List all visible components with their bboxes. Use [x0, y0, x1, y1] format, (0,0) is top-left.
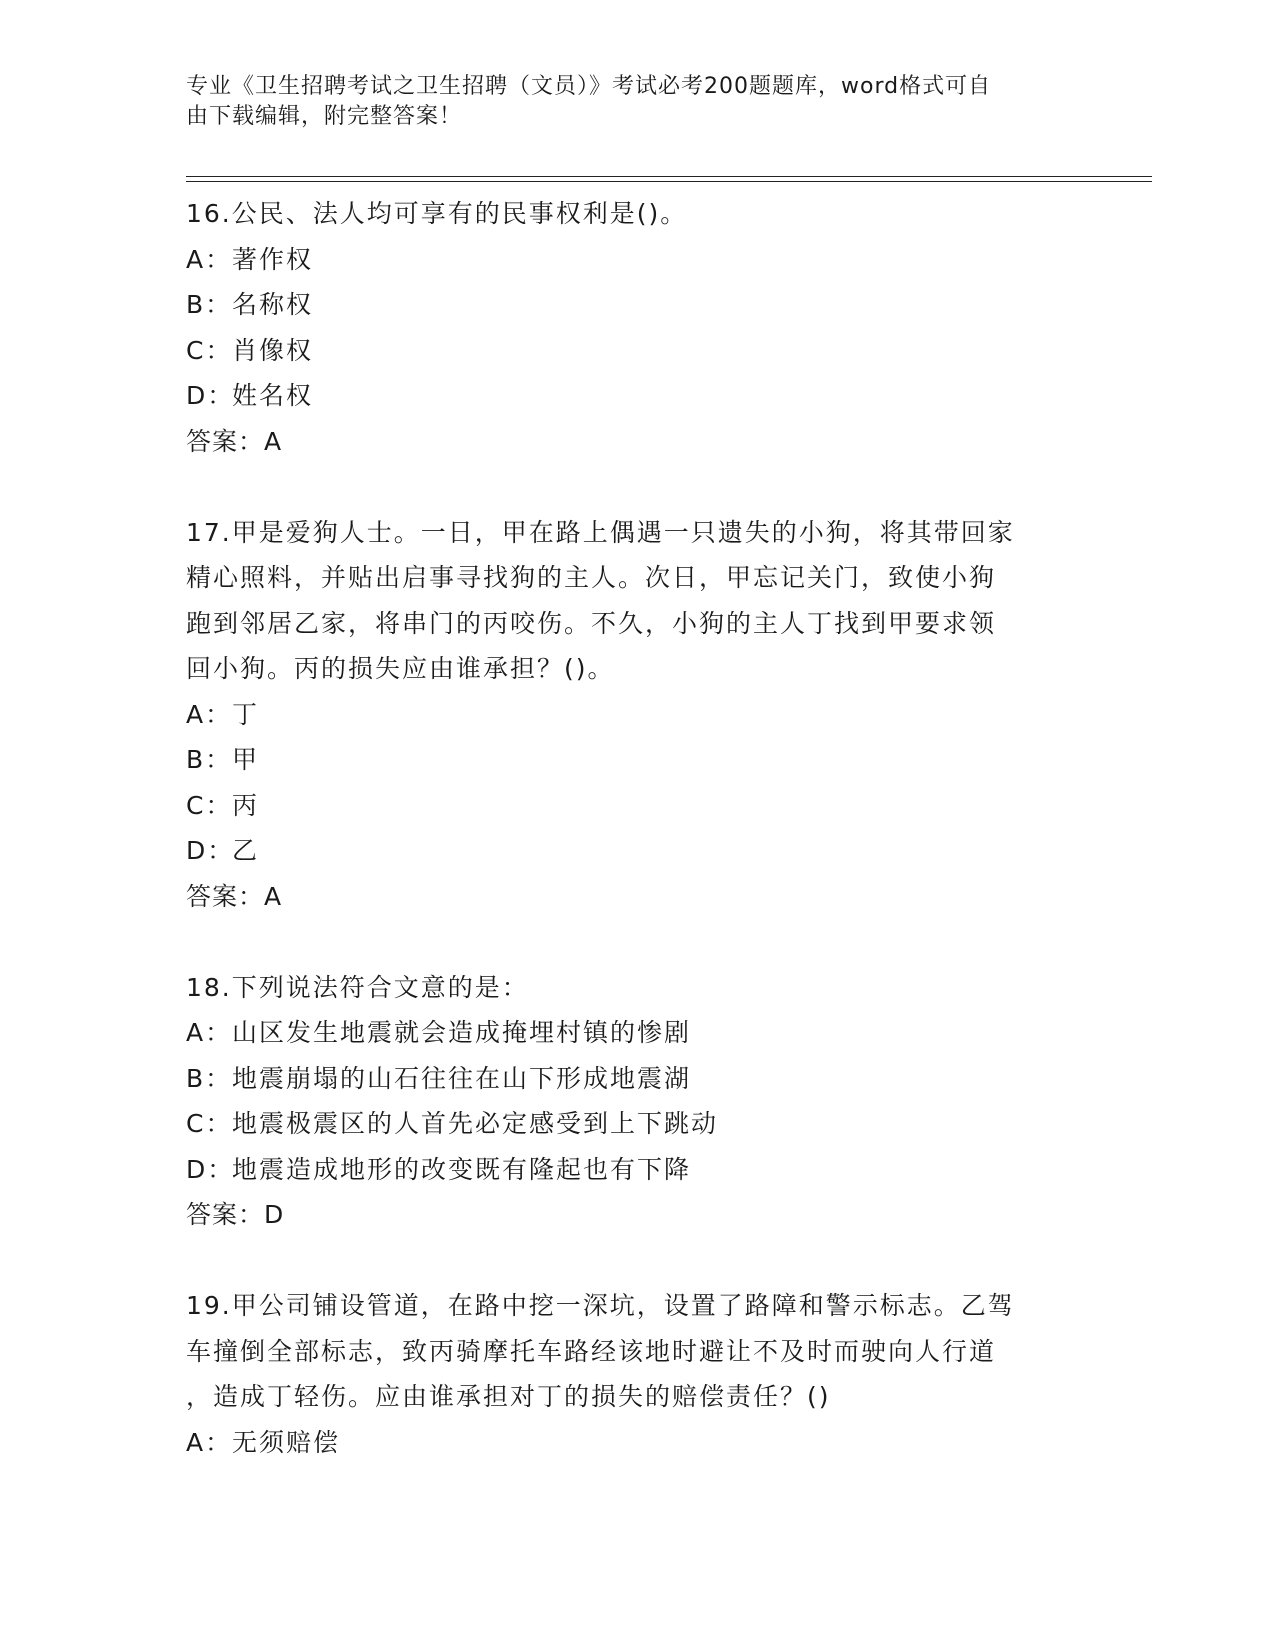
option-d: [186, 1147, 1086, 1193]
option-b: [186, 282, 1086, 328]
option-text: 肖像权: [232, 335, 314, 365]
question-stem-line-2: 车撞倒全部标志，致丙骑摩托车路经该地时避让不及时而驶向人行道: [186, 1336, 997, 1366]
header-line-2: 由下载编辑，附完整答案！: [186, 104, 463, 129]
option-b: [186, 737, 1086, 783]
option-letter: A：: [186, 1018, 233, 1047]
option-letter: C：: [186, 790, 233, 820]
option-d: [186, 828, 1086, 874]
option-text: 著作权: [232, 244, 314, 274]
option-letter: A：: [186, 1427, 233, 1457]
header-line-1: 专业《卫生招聘考试之卫生招聘（文员）》考试必考200题题库，word格式可自: [186, 74, 992, 99]
option-text: 甲: [232, 745, 260, 774]
question-stem-line-3: ，造成丁轻伤。应由谁承担对丁的损失的赔偿责任？(): [186, 1382, 831, 1411]
option-text: 名称权: [232, 290, 314, 319]
question-stem: 18.下列说法符合文意的是：: [186, 972, 529, 1002]
option-a: [186, 692, 1086, 738]
document-header: [186, 72, 1066, 132]
option-text: 山区发生地震就会造成掩埋村镇的惨剧: [232, 1018, 692, 1047]
option-text: 无须赔偿: [232, 1427, 341, 1457]
option-c: [186, 328, 1086, 374]
option-letter: D：: [186, 1154, 235, 1184]
question-17: [186, 510, 1086, 920]
option-a: [186, 1420, 1086, 1466]
option-text: 丁: [232, 699, 260, 729]
question-16: [186, 191, 1086, 464]
option-letter: C：: [186, 335, 233, 365]
option-text: 地震极震区的人首先必定感受到上下跳动: [232, 1109, 719, 1138]
answer-line: 答案：D: [186, 1200, 285, 1229]
question-spacer: [186, 1238, 1086, 1284]
question-stem-line-1: 19.甲公司铺设管道，在路中挖一深坑，设置了路障和警示标志。乙驾: [186, 1291, 1015, 1320]
option-letter: B：: [186, 1063, 233, 1093]
question-stem-line-2: 精心照料，并贴出启事寻找狗的主人。次日，甲忘记关门，致使小狗: [186, 563, 997, 592]
option-text: 丙: [232, 790, 260, 820]
option-d: [186, 373, 1086, 419]
question-spacer: [186, 464, 1086, 510]
option-a: [186, 1010, 1086, 1056]
option-c: [186, 783, 1086, 829]
option-c: [186, 1101, 1086, 1147]
option-b: [186, 1056, 1086, 1102]
option-letter: C：: [186, 1109, 233, 1138]
option-letter: D：: [186, 836, 235, 865]
answer-line: 答案：A: [186, 426, 283, 456]
option-text: 乙: [232, 836, 260, 865]
option-letter: B：: [186, 745, 233, 774]
header-divider-top: [186, 176, 1152, 177]
option-text: 地震崩塌的山石往往在山下形成地震湖: [232, 1063, 692, 1093]
option-text: 姓名权: [232, 381, 314, 410]
question-list: [186, 191, 1086, 1465]
question-stem-line-4: 回小狗。丙的损失应由谁承担？()。: [186, 654, 615, 683]
question-stem-line-1: 17.甲是爱狗人士。一日，甲在路上偶遇一只遗失的小狗，将其带回家: [186, 517, 1015, 547]
question-19: [186, 1283, 1086, 1465]
option-a: [186, 237, 1086, 283]
option-letter: B：: [186, 290, 233, 319]
question-spacer: [186, 919, 1086, 965]
question-stem: 16.公民、法人均可享有的民事权利是()。: [186, 199, 688, 228]
question-18: [186, 965, 1086, 1238]
option-text: 地震造成地形的改变既有隆起也有下降: [232, 1154, 692, 1184]
question-stem-line-3: 跑到邻居乙家，将串门的丙咬伤。不久，小狗的主人丁找到甲要求领: [186, 608, 997, 638]
option-letter: A：: [186, 244, 233, 274]
header-divider-bottom: [186, 181, 1152, 182]
option-letter: D：: [186, 381, 235, 410]
answer-line: 答案：A: [186, 881, 283, 911]
option-letter: A：: [186, 699, 233, 729]
